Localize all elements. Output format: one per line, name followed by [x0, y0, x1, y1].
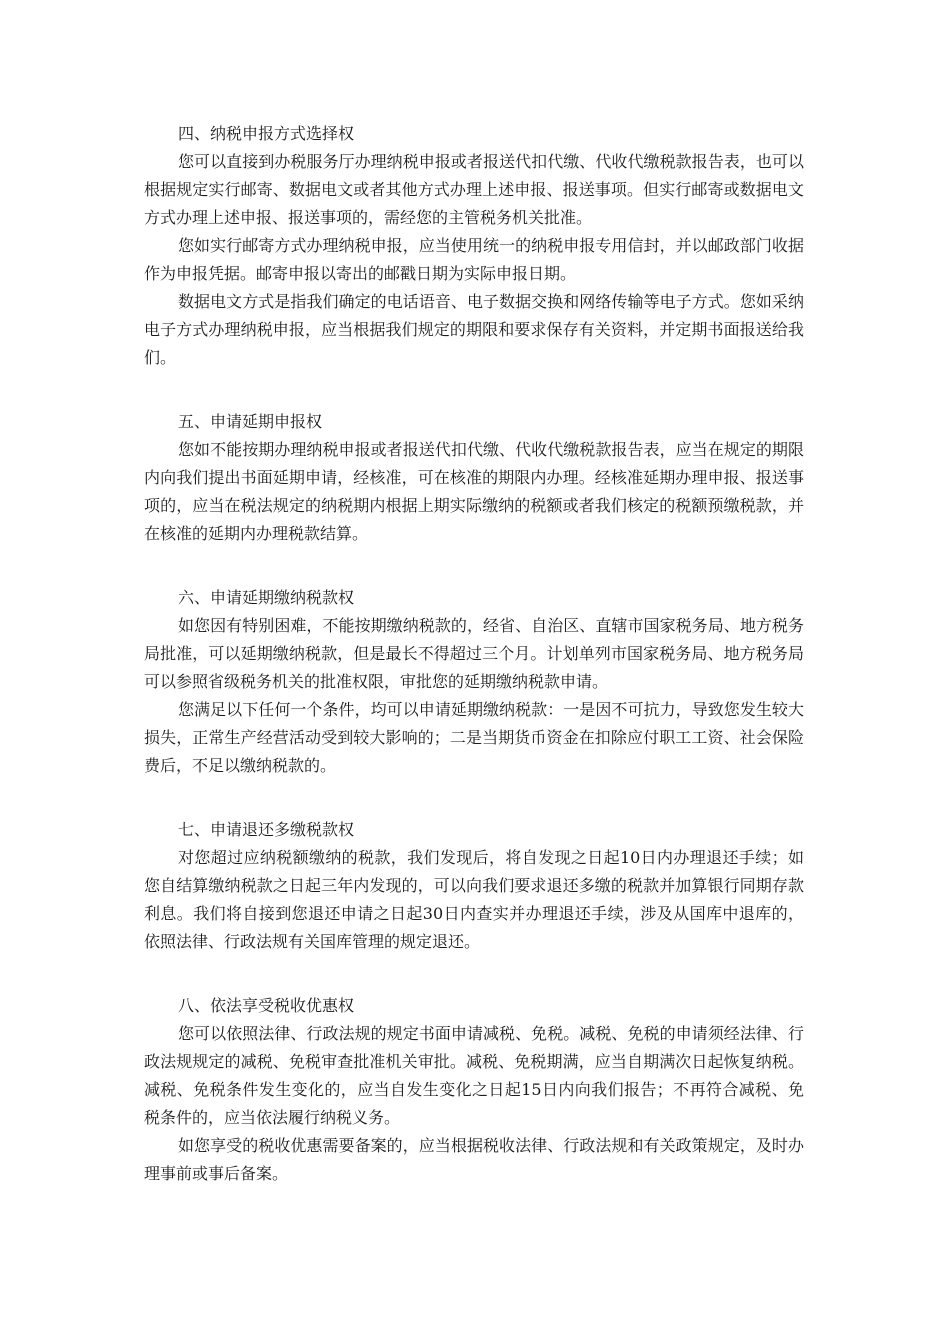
section-refund	[144, 816, 804, 956]
section-heading: 六、申请延期缴纳税款权	[178, 588, 355, 607]
section-extension-filing	[144, 408, 804, 548]
paragraph: 您可以直接到办税服务厅办理纳税申报或者报送代扣代缴、代收代缴税款报告表，也可以根据规定实行邮寄、数据电文或者其他方式办理上述申报、报送事项。但实行邮寄或数据电文方式办理上述申报、报送事项的，需经您的主管税务机关批准。	[144, 152, 804, 227]
paragraph: 数据电文方式是指我们确定的电话语音、电子数据交换和网络传输等电子方式。您如采纳电子方式办理纳税申报，应当根据我们规定的期限和要求保存有关资料，并定期书面报送给我们。	[144, 292, 804, 367]
document-page	[144, 120, 804, 1224]
paragraph: 对您超过应纳税额缴纳的税款，我们发现后，将自发现之日起10日内办理退还手续；如您自结算缴纳税款之日起三年内发现的，可以向我们要求退还多缴的税款并加算银行同期存款利息。我们将自接到您退还申请之日起30日内查实并办理退还手续，涉及从国库中退库的，依照法律、行政法规有关国库管理的规定退还。	[144, 848, 804, 951]
section-tax-preference	[144, 992, 804, 1188]
section-extension-payment	[144, 584, 804, 780]
section-heading: 五、申请延期申报权	[178, 412, 323, 431]
section-heading: 七、申请退还多缴税款权	[178, 820, 355, 839]
paragraph: 您如不能按期办理纳税申报或者报送代扣代缴、代收代缴税款报告表，应当在规定的期限内向我们提出书面延期申请，经核准，可在核准的期限内办理。经核准延期办理申报、报送事项的，应当在税法规定的纳税期内根据上期实际缴纳的税额或者我们核定的税额预缴税款，并在核准的延期内办理税款结算。	[144, 440, 804, 543]
paragraph: 您可以依照法律、行政法规的规定书面申请减税、免税。减税、免税的申请须经法律、行政法规规定的减税、免税审查批准机关审批。减税、免税期满，应当自期满次日起恢复纳税。减税、免税条件发生变化的，应当自发生变化之日起15日内向我们报告；不再符合减税、免税条件的，应当依法履行纳税义务。	[144, 1024, 804, 1127]
section-heading: 八、依法享受税收优惠权	[178, 996, 355, 1015]
paragraph: 如您因有特别困难，不能按期缴纳税款的，经省、自治区、直辖市国家税务局、地方税务局批准，可以延期缴纳税款，但是最长不得超过三个月。计划单列市国家税务局、地方税务局可以参照省级税务机关的批准权限，审批您的延期缴纳税款申请。	[144, 616, 804, 691]
section-filing-method	[144, 120, 804, 372]
paragraph: 您如实行邮寄方式办理纳税申报，应当使用统一的纳税申报专用信封，并以邮政部门收据作为申报凭据。邮寄申报以寄出的邮戳日期为实际申报日期。	[144, 236, 804, 283]
paragraph: 如您享受的税收优惠需要备案的，应当根据税收法律、行政法规和有关政策规定，及时办理事前或事后备案。	[144, 1136, 804, 1183]
section-heading: 四、纳税申报方式选择权	[178, 124, 355, 143]
paragraph: 您满足以下任何一个条件，均可以申请延期缴纳税款：一是因不可抗力，导致您发生较大损失，正常生产经营活动受到较大影响的；二是当期货币资金在扣除应付职工工资、社会保险费后，不足以缴纳税款的。	[144, 700, 804, 775]
